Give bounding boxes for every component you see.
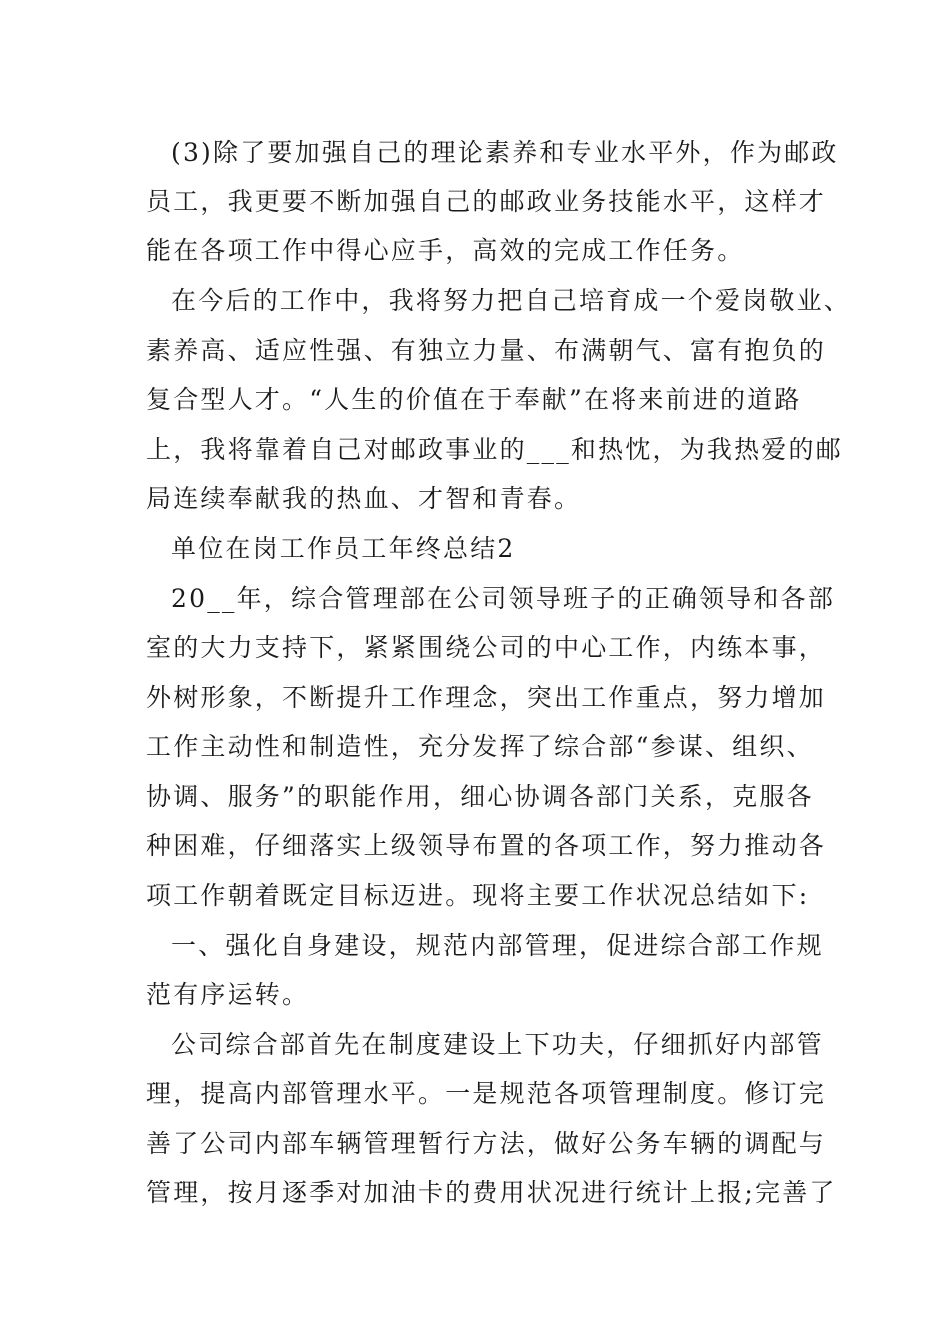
paragraph-line: 一、强化自身建设，规范内部管理，促进综合部工作规 bbox=[171, 931, 824, 960]
paragraph-line: 范有序运转。 bbox=[146, 980, 310, 1009]
paragraph-line: 公司综合部首先在制度建设上下功夫，仔细抓好内部管 bbox=[171, 1030, 824, 1059]
paragraph-line: 复合型人才。“人生的价值在于奉献”在将来前进的道路 bbox=[146, 385, 802, 414]
paragraph-line: 工作主动性和制造性，充分发挥了综合部“参谋、组织、 bbox=[146, 732, 814, 761]
paragraph-line: 种困难，仔细落实上级领导布置的各项工作，努力推动各 bbox=[146, 831, 827, 860]
paragraph-line: 协调、服务”的职能作用，细心协调各部门关系，克服各 bbox=[146, 782, 814, 811]
paragraph-line: 管理，按月逐季对加油卡的费用状况进行统计上报;完善了 bbox=[146, 1178, 837, 1207]
paragraph-line: 20__年，综合管理部在公司领导班子的正确领导和各部 bbox=[171, 584, 836, 613]
paragraph-line: 项工作朝着既定目标迈进。现将主要工作状况总结如下: bbox=[146, 881, 810, 910]
paragraph-line: 室的大力支持下，紧紧围绕公司的中心工作，内练本事， bbox=[146, 633, 827, 662]
paragraph-line: (3)除了要加强自己的理论素养和专业水平外，作为邮政 bbox=[171, 138, 839, 167]
paragraph-line: 善了公司内部车辆管理暂行方法，做好公务车辆的调配与 bbox=[146, 1129, 827, 1158]
paragraph-line: 在今后的工作中，我将努力把自己培育成一个爱岗敬业、 bbox=[171, 286, 852, 315]
paragraph-line: 外树形象，不断提升工作理念，突出工作重点，努力增加 bbox=[146, 683, 827, 712]
paragraph-line: 上，我将靠着自己对邮政事业的___和热忱，为我热爱的邮 bbox=[146, 435, 843, 464]
paragraph-line: 能在各项工作中得心应手，高效的完成工作任务。 bbox=[146, 236, 745, 265]
paragraph-line: 素养高、适应性强、有独立力量、布满朝气、富有抱负的 bbox=[146, 336, 827, 365]
paragraph-line: 理，提高内部管理水平。一是规范各项管理制度。修订完 bbox=[146, 1079, 827, 1108]
paragraph-line: 员工，我更要不断加强自己的邮政业务技能水平，这样才 bbox=[146, 187, 827, 216]
paragraph-line: 局连续奉献我的热血、才智和青春。 bbox=[146, 484, 582, 513]
section-heading: 单位在岗工作员工年终总结2 bbox=[171, 534, 516, 563]
